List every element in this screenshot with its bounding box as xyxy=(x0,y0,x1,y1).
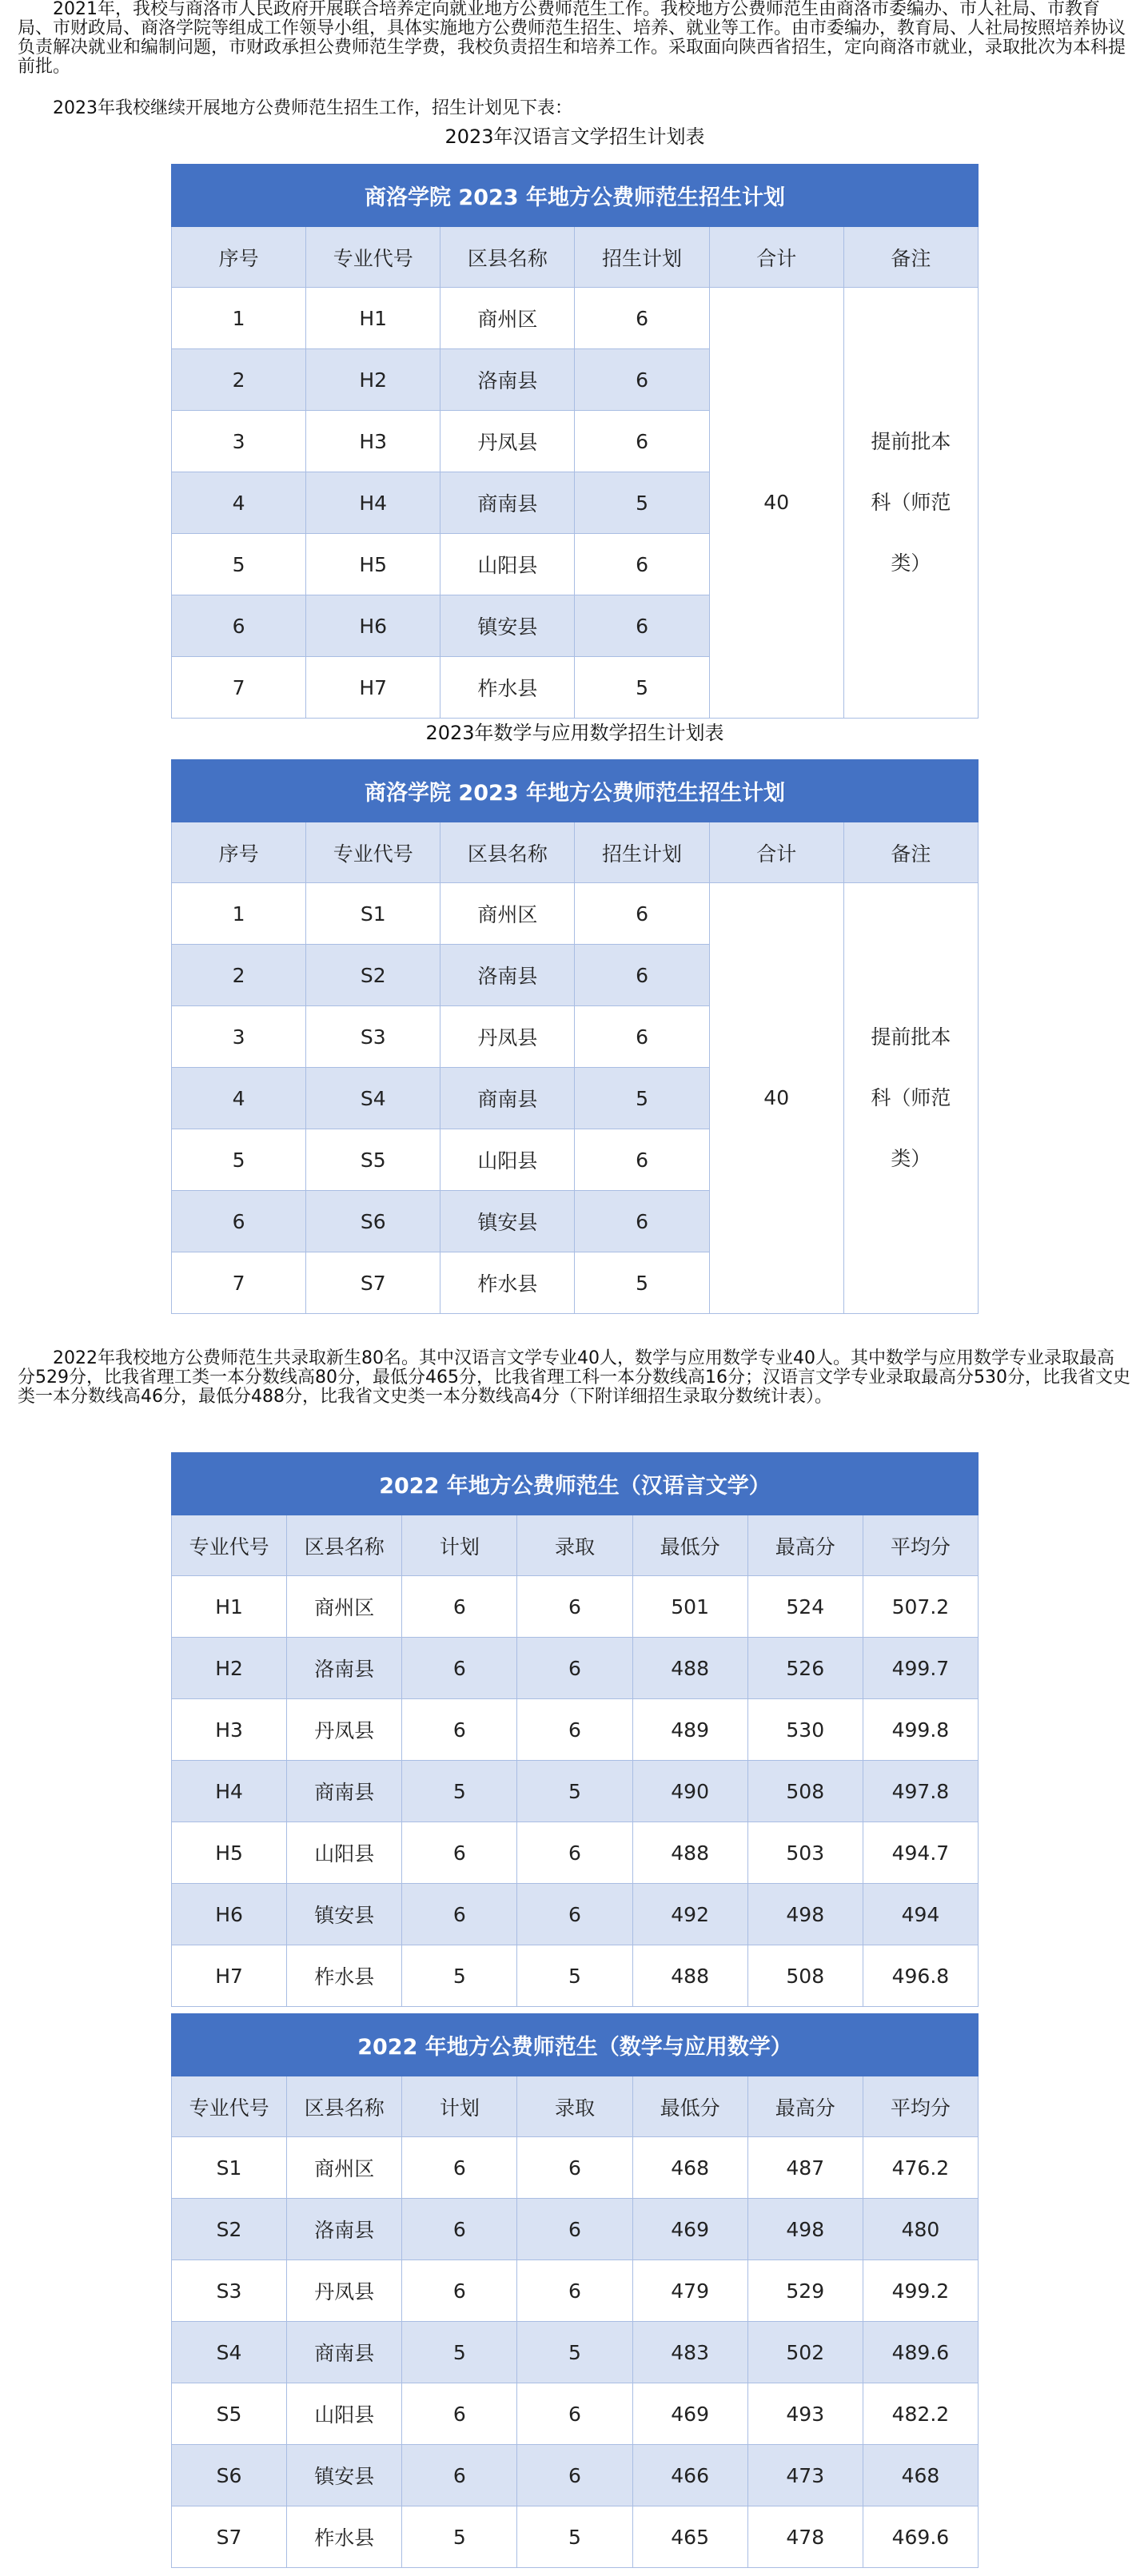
cell-max: 493 xyxy=(747,2383,863,2445)
table-row xyxy=(172,2383,979,2445)
cell-admitted: 5 xyxy=(517,2322,632,2383)
cell-max: 508 xyxy=(747,1761,863,1822)
cell-code: S7 xyxy=(172,2506,287,2568)
cell-plan: 6 xyxy=(402,2445,517,2506)
column-header: 合计 xyxy=(709,227,843,288)
cell-county: 山阳县 xyxy=(287,1822,402,1884)
cell-plan: 6 xyxy=(575,1129,709,1191)
cell-min: 490 xyxy=(632,1761,747,1822)
cell-county: 镇安县 xyxy=(287,2445,402,2506)
cell-plan: 6 xyxy=(402,2260,517,2322)
cell-plan: 6 xyxy=(575,1191,709,1252)
cell-min: 489 xyxy=(632,1699,747,1761)
cell-code: H2 xyxy=(172,1638,287,1699)
cell-admitted: 5 xyxy=(517,1761,632,1822)
cell-min: 466 xyxy=(632,2445,747,2506)
cell-county: 丹凤县 xyxy=(287,1699,402,1761)
cell-code: H6 xyxy=(306,595,440,657)
cell-total: 40 xyxy=(709,288,843,719)
cell-county: 商南县 xyxy=(287,1761,402,1822)
column-header: 序号 xyxy=(172,227,306,288)
cell-plan: 6 xyxy=(402,1576,517,1638)
cell-max: 526 xyxy=(747,1638,863,1699)
cell-county: 商南县 xyxy=(287,2322,402,2383)
cell-min: 468 xyxy=(632,2137,747,2199)
column-header: 平均分 xyxy=(863,2076,978,2137)
cell-plan: 5 xyxy=(402,1945,517,2007)
cell-county: 柞水县 xyxy=(287,2506,402,2568)
table-row xyxy=(172,288,979,349)
cell-total: 40 xyxy=(709,883,843,1314)
cell-admitted: 5 xyxy=(517,1945,632,2007)
remark-text: 提前批本科（师范类） xyxy=(871,430,951,575)
cell-no: 1 xyxy=(172,883,306,945)
column-header: 专业代号 xyxy=(172,2076,287,2137)
cell-code: H3 xyxy=(172,1699,287,1761)
cell-no: 4 xyxy=(172,472,306,534)
cell-admitted: 6 xyxy=(517,1822,632,1884)
cell-plan: 5 xyxy=(402,2322,517,2383)
cell-min: 488 xyxy=(632,1638,747,1699)
cell-county: 镇安县 xyxy=(287,1884,402,1945)
cell-no: 7 xyxy=(172,657,306,719)
cell-county: 丹凤县 xyxy=(440,1006,575,1068)
cell-code: H1 xyxy=(306,288,440,349)
cell-code: H6 xyxy=(172,1884,287,1945)
table-title: 商洛学院 2023 年地方公费师范生招生计划 xyxy=(172,165,979,227)
table-row xyxy=(172,1945,979,2007)
cell-plan: 6 xyxy=(575,883,709,945)
cell-code: H4 xyxy=(306,472,440,534)
plan-intro-paragraph: 2023年我校继续开展地方公费师范生招生工作，招生计划见下表： xyxy=(53,98,572,118)
cell-no: 3 xyxy=(172,1006,306,1068)
cell-min: 483 xyxy=(632,2322,747,2383)
cell-plan: 5 xyxy=(575,1068,709,1129)
cell-no: 7 xyxy=(172,1252,306,1314)
column-header: 招生计划 xyxy=(575,822,709,883)
cell-county: 丹凤县 xyxy=(287,2260,402,2322)
cell-no: 6 xyxy=(172,1191,306,1252)
cell-no: 1 xyxy=(172,288,306,349)
cell-code: H7 xyxy=(172,1945,287,2007)
column-header: 备注 xyxy=(843,227,978,288)
cell-min: 492 xyxy=(632,1884,747,1945)
cell-admitted: 6 xyxy=(517,2137,632,2199)
plan-table-chinese xyxy=(171,164,979,719)
cell-min: 488 xyxy=(632,1822,747,1884)
cell-max: 524 xyxy=(747,1576,863,1638)
cell-code: S5 xyxy=(172,2383,287,2445)
cell-plan: 6 xyxy=(575,349,709,411)
cell-code: S3 xyxy=(172,2260,287,2322)
cell-code: S3 xyxy=(306,1006,440,1068)
table-row xyxy=(172,2322,979,2383)
table-row xyxy=(172,883,979,945)
cell-code: S1 xyxy=(306,883,440,945)
column-header: 专业代号 xyxy=(306,227,440,288)
cell-code: S7 xyxy=(306,1252,440,1314)
score-table-math xyxy=(171,2013,979,2568)
cell-code: S6 xyxy=(306,1191,440,1252)
cell-min: 465 xyxy=(632,2506,747,2568)
table-row xyxy=(172,1638,979,1699)
cell-avg: 507.2 xyxy=(863,1576,978,1638)
cell-county: 丹凤县 xyxy=(440,411,575,472)
column-header: 招生计划 xyxy=(575,227,709,288)
cell-county: 商州区 xyxy=(440,883,575,945)
table-row xyxy=(172,1699,979,1761)
table-row xyxy=(172,1761,979,1822)
table-row xyxy=(172,1822,979,1884)
cell-code: S1 xyxy=(172,2137,287,2199)
cell-county: 商州区 xyxy=(287,2137,402,2199)
cell-min: 488 xyxy=(632,1945,747,2007)
column-header: 合计 xyxy=(709,822,843,883)
cell-county: 洛南县 xyxy=(287,2199,402,2260)
cell-no: 4 xyxy=(172,1068,306,1129)
cell-avg: 489.6 xyxy=(863,2322,978,2383)
cell-remark xyxy=(843,883,978,1314)
table-title: 2022 年地方公费师范生（数学与应用数学） xyxy=(172,2014,979,2076)
intro-paragraph: 2021年，我校与商洛市人民政府开展联合培养定向就业地方公费师范生工作。我校地方公费师范生由商洛市委编办、市人社局、市教育局、市财政局、商洛学院等组成工作领导小组，具体实施地方公费师范生招生、培养、就业等工作。由市委编办，教育局、人社局按照培养协议负责解决就业和编制问题，市财政承担公费师范生学费，我校负责招生和培养工作。采取面向陕西省招生，定向商洛市就业，录取批次为本科提前批。 xyxy=(18,0,1126,77)
cell-max: 478 xyxy=(747,2506,863,2568)
cell-admitted: 6 xyxy=(517,2260,632,2322)
cell-county: 商南县 xyxy=(440,472,575,534)
score-table-chinese xyxy=(171,1452,979,2007)
cell-admitted: 6 xyxy=(517,1638,632,1699)
table-row xyxy=(172,2506,979,2568)
cell-admitted: 6 xyxy=(517,1884,632,1945)
plan-table-caption: 2023年数学与应用数学招生计划表 xyxy=(425,722,724,744)
column-header: 计划 xyxy=(402,2076,517,2137)
cell-county: 商州区 xyxy=(440,288,575,349)
cell-county: 柞水县 xyxy=(287,1945,402,2007)
cell-max: 473 xyxy=(747,2445,863,2506)
cell-avg: 496.8 xyxy=(863,1945,978,2007)
cell-code: S5 xyxy=(306,1129,440,1191)
cell-avg: 482.2 xyxy=(863,2383,978,2445)
column-header: 区县名称 xyxy=(287,2076,402,2137)
cell-county: 商南县 xyxy=(440,1068,575,1129)
cell-county: 洛南县 xyxy=(440,945,575,1006)
cell-max: 498 xyxy=(747,2199,863,2260)
cell-avg: 499.7 xyxy=(863,1638,978,1699)
cell-admitted: 6 xyxy=(517,2445,632,2506)
cell-county: 山阳县 xyxy=(440,534,575,595)
cell-avg: 468 xyxy=(863,2445,978,2506)
cell-code: H7 xyxy=(306,657,440,719)
cell-plan: 6 xyxy=(402,1699,517,1761)
cell-plan: 6 xyxy=(575,288,709,349)
cell-max: 498 xyxy=(747,1884,863,1945)
cell-avg: 499.2 xyxy=(863,2260,978,2322)
column-header: 最高分 xyxy=(747,1515,863,1576)
cell-plan: 6 xyxy=(402,1822,517,1884)
remark-text: 提前批本科（师范类） xyxy=(871,1025,951,1170)
cell-plan: 6 xyxy=(575,945,709,1006)
table-title: 2022 年地方公费师范生（汉语言文学） xyxy=(172,1453,979,1515)
cell-plan: 5 xyxy=(575,657,709,719)
cell-code: H3 xyxy=(306,411,440,472)
cell-code: S2 xyxy=(172,2199,287,2260)
cell-county: 商州区 xyxy=(287,1576,402,1638)
cell-county: 洛南县 xyxy=(287,1638,402,1699)
cell-county: 镇安县 xyxy=(440,1191,575,1252)
plan-table-caption: 2023年汉语言文学招生计划表 xyxy=(444,125,705,148)
cell-no: 5 xyxy=(172,1129,306,1191)
cell-plan: 5 xyxy=(575,472,709,534)
column-header: 录取 xyxy=(517,1515,632,1576)
cell-plan: 6 xyxy=(575,534,709,595)
cell-no: 6 xyxy=(172,595,306,657)
column-header: 专业代号 xyxy=(172,1515,287,1576)
cell-no: 2 xyxy=(172,945,306,1006)
cell-no: 3 xyxy=(172,411,306,472)
column-header: 区县名称 xyxy=(440,227,575,288)
cell-plan: 5 xyxy=(402,2506,517,2568)
column-header: 区县名称 xyxy=(287,1515,402,1576)
cell-avg: 476.2 xyxy=(863,2137,978,2199)
cell-code: H5 xyxy=(306,534,440,595)
cell-remark xyxy=(843,288,978,719)
cell-min: 501 xyxy=(632,1576,747,1638)
cell-code: H4 xyxy=(172,1761,287,1822)
table-row xyxy=(172,2445,979,2506)
cell-max: 487 xyxy=(747,2137,863,2199)
table-row xyxy=(172,2199,979,2260)
cell-county: 山阳县 xyxy=(440,1129,575,1191)
cell-code: H2 xyxy=(306,349,440,411)
cell-max: 502 xyxy=(747,2322,863,2383)
column-header: 最高分 xyxy=(747,2076,863,2137)
cell-county: 镇安县 xyxy=(440,595,575,657)
cell-plan: 6 xyxy=(575,411,709,472)
column-header: 平均分 xyxy=(863,1515,978,1576)
cell-plan: 6 xyxy=(402,2199,517,2260)
cell-plan: 6 xyxy=(402,2137,517,2199)
cell-min: 469 xyxy=(632,2199,747,2260)
table-title: 商洛学院 2023 年地方公费师范生招生计划 xyxy=(172,760,979,822)
cell-code: H5 xyxy=(172,1822,287,1884)
cell-admitted: 6 xyxy=(517,1576,632,1638)
cell-code: S2 xyxy=(306,945,440,1006)
cell-max: 530 xyxy=(747,1699,863,1761)
cell-max: 529 xyxy=(747,2260,863,2322)
cell-county: 洛南县 xyxy=(440,349,575,411)
cell-no: 2 xyxy=(172,349,306,411)
cell-avg: 499.8 xyxy=(863,1699,978,1761)
results-intro-paragraph: 2022年我校地方公费师范生共录取新生80名。其中汉语言文学专业40人，数学与应用数学专业40人。其中数学与应用数学专业录取最高分529分，比我省理工类一本分数线高80分，最低分465分，比我省理工科一本分数线高16分；汉语言文学专业录取最高分530分，比我省文史类一本分数线高46分，最低分488分，比我省文史类一本分数线高4分（下附详细招生录取分数统计表）。 xyxy=(18,1348,1130,1407)
cell-county: 柞水县 xyxy=(440,1252,575,1314)
cell-plan: 6 xyxy=(402,2383,517,2445)
cell-avg: 469.6 xyxy=(863,2506,978,2568)
cell-max: 508 xyxy=(747,1945,863,2007)
cell-avg: 494 xyxy=(863,1884,978,1945)
cell-county: 柞水县 xyxy=(440,657,575,719)
cell-plan: 5 xyxy=(575,1252,709,1314)
cell-min: 469 xyxy=(632,2383,747,2445)
cell-code: S4 xyxy=(306,1068,440,1129)
column-header: 序号 xyxy=(172,822,306,883)
cell-admitted: 6 xyxy=(517,2199,632,2260)
cell-max: 503 xyxy=(747,1822,863,1884)
cell-county: 山阳县 xyxy=(287,2383,402,2445)
table-row xyxy=(172,1576,979,1638)
cell-code: S6 xyxy=(172,2445,287,2506)
cell-admitted: 6 xyxy=(517,1699,632,1761)
cell-plan: 6 xyxy=(402,1884,517,1945)
column-header: 录取 xyxy=(517,2076,632,2137)
cell-code: S4 xyxy=(172,2322,287,2383)
column-header: 最低分 xyxy=(632,1515,747,1576)
cell-avg: 494.7 xyxy=(863,1822,978,1884)
cell-admitted: 5 xyxy=(517,2506,632,2568)
table-row xyxy=(172,2137,979,2199)
cell-min: 479 xyxy=(632,2260,747,2322)
cell-plan: 6 xyxy=(575,1006,709,1068)
cell-plan: 6 xyxy=(575,595,709,657)
table-row xyxy=(172,2260,979,2322)
column-header: 专业代号 xyxy=(306,822,440,883)
table-row xyxy=(172,1884,979,1945)
column-header: 区县名称 xyxy=(440,822,575,883)
cell-avg: 497.8 xyxy=(863,1761,978,1822)
cell-code: H1 xyxy=(172,1576,287,1638)
cell-avg: 480 xyxy=(863,2199,978,2260)
column-header: 最低分 xyxy=(632,2076,747,2137)
cell-admitted: 6 xyxy=(517,2383,632,2445)
cell-plan: 6 xyxy=(402,1638,517,1699)
cell-plan: 5 xyxy=(402,1761,517,1822)
cell-no: 5 xyxy=(172,534,306,595)
plan-table-math xyxy=(171,759,979,1314)
column-header: 备注 xyxy=(843,822,978,883)
column-header: 计划 xyxy=(402,1515,517,1576)
